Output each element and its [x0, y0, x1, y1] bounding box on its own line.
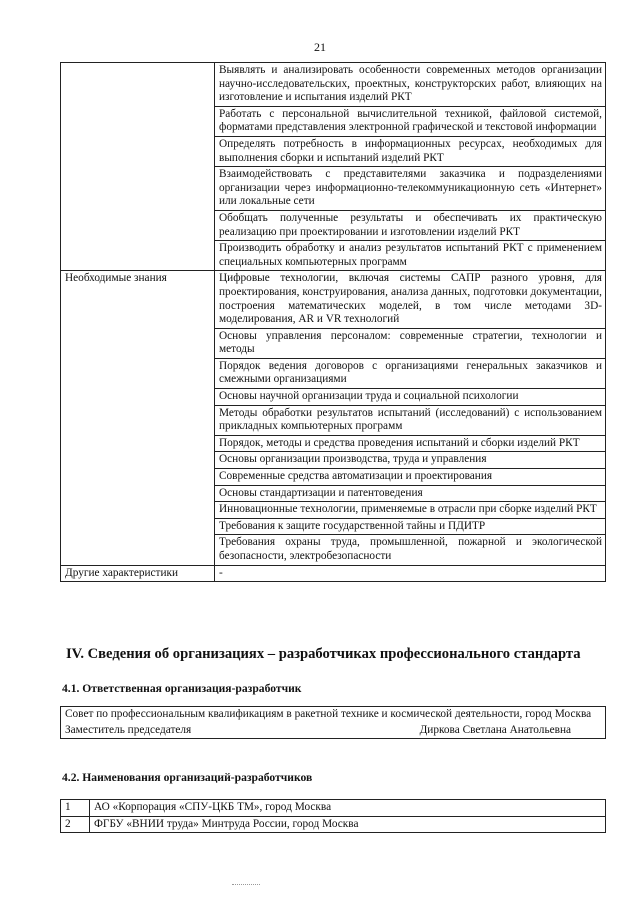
knowledge-item: Основы научной организации труда и социальной психологии: [215, 389, 606, 406]
knowledge-item: Основы организации производства, труда и управления: [215, 452, 606, 469]
developer-orgs-heading: 4.2. Наименования организаций-разработчиков: [62, 771, 313, 784]
knowledge-item: Требования к защите государственной тайны и ПДИТР: [215, 518, 606, 535]
knowledge-item: Основы стандартизации и патентоведения: [215, 485, 606, 502]
responsible-org-name: Совет по профессиональным квалификациям в ракетной технике и космической деятельности, город Москва: [61, 707, 606, 723]
developer-org-name: ФГБУ «ВНИИ труда» Минтруда России, город Москва: [90, 816, 606, 833]
skill-item: Производить обработку и анализ результатов испытаний РКТ с применением специальных компьютерных программ: [215, 241, 606, 271]
footer-mark: [232, 884, 260, 886]
knowledge-item: Цифровые технологии, включая системы САПР разного уровня, для проектирования, конструирования, анализа данных, подготовки документации, построения математических моделей, в том числе методами 3D-моделирования, AR и VR технологий: [215, 271, 606, 328]
responsible-person-name: Диркова Светлана Анатольевна: [419, 723, 571, 736]
table-row: [61, 723, 606, 739]
skill-item: Обобщать полученные результаты и обеспечивать их практическую реализацию при проектировании и изготовлении изделий РКТ: [215, 210, 606, 240]
other-characteristics-value: -: [215, 565, 606, 582]
row-number: 1: [61, 800, 90, 817]
section-heading: IV. Сведения об организациях – разработчиках профессионального стандарта: [66, 646, 581, 662]
competency-table: [60, 62, 606, 582]
knowledge-item: Инновационные технологии, применяемые в отрасли при сборке изделий РКТ: [215, 502, 606, 519]
knowledge-item: Основы управления персоналом: современные стратегии, технологии и методы: [215, 328, 606, 358]
table-row: [61, 800, 606, 817]
knowledge-label: Необходимые знания: [61, 271, 215, 565]
knowledge-item: Порядок, методы и средства проведения испытаний и сборки изделий РКТ: [215, 435, 606, 452]
developer-org-name: АО «Корпорация «СПУ-ЦКБ ТМ», город Москва: [90, 800, 606, 817]
developer-orgs-table: [60, 799, 606, 833]
knowledge-item: Порядок ведения договоров с организациями генеральных заказчиков и смежными организациями: [215, 358, 606, 388]
responsible-org-table: [60, 706, 606, 739]
knowledge-item: Требования охраны труда, промышленной, пожарной и экологической безопасности, электробезопасности: [215, 535, 606, 565]
table-row: [61, 816, 606, 833]
skill-item: Выявлять и анализировать особенности современных методов организации научно-исследовательских, проектных, конструкторских работ, влияющих на изготовление и испытания изделий РКТ: [215, 63, 606, 107]
table-row: [61, 271, 606, 328]
knowledge-item: Методы обработки результатов испытаний (исследований) с использованием прикладных компьютерных программ: [215, 405, 606, 435]
responsible-person-cell: [61, 723, 606, 739]
knowledge-item: Современные средства автоматизации и проектирования: [215, 469, 606, 486]
table-row: [61, 63, 606, 107]
skill-item: Взаимодействовать с представителями заказчика и подразделениями организации через информационно-телекоммуникационную сеть «Интернет» или локальные сети: [215, 167, 606, 211]
row-number: 2: [61, 816, 90, 833]
other-characteristics-label: Другие характеристики: [61, 565, 215, 582]
table-row: [61, 565, 606, 582]
page-number: 21: [314, 40, 326, 54]
skill-item: Определять потребность в информационных ресурсах, необходимых для выполнения сборки и испытаний изделий РКТ: [215, 136, 606, 166]
table-row: [61, 707, 606, 723]
skill-item: Работать с персональной вычислительной техникой, файловой системой, форматами представления электронной графической и текстовой информации: [215, 106, 606, 136]
responsible-org-heading: 4.1. Ответственная организация-разработчик: [62, 682, 302, 695]
skills-label-cell: [61, 63, 215, 271]
responsible-position: Заместитель председателя: [65, 723, 192, 736]
